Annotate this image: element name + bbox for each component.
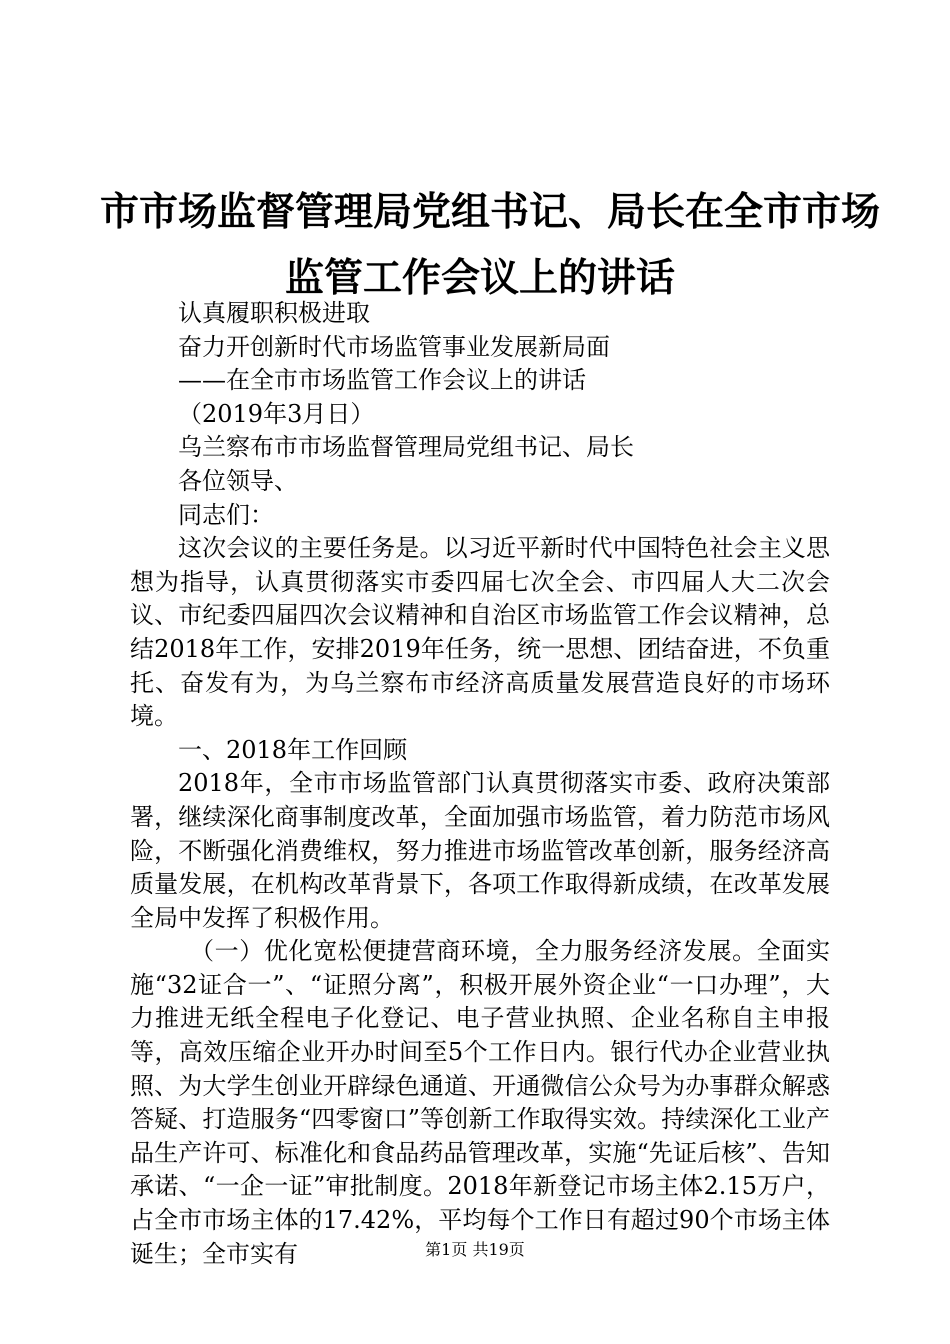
- subtitle-line: 认真履职积极进取: [178, 299, 370, 327]
- speaker-line: 乌兰察布市市场监督管理局党组书记、局长: [178, 433, 634, 462]
- title-line-2: 监管工作会议上的讲话: [284, 256, 675, 301]
- salutation-line: 同志们：: [178, 500, 274, 529]
- section-heading: 一、2018年工作回顾: [178, 735, 408, 764]
- salutation-line: 各位领导、: [178, 466, 298, 495]
- subtitle-line: 奋力开创新时代市场监管事业发展新局面: [178, 332, 610, 361]
- document-title: [100, 180, 881, 312]
- paragraph: 2018年，全市市场监管部门认真贯彻落实市委、政府决策部署，继续深化商事制度改革，全面加强市场监管，着力防范市场风险，不断强化消费维权，努力推进市场监管改革创新，服务经济高质量发展，在机构改革背景下，各项工作取得新成绩，在改革发展全局中发挥了积极作用。: [130, 769, 830, 932]
- date-line: （2019年3月日）: [178, 399, 375, 428]
- page-footer: 第1页 共19页: [425, 1240, 525, 1259]
- subtitle-line: ——在全市市场监管工作会议上的讲话: [178, 366, 586, 395]
- paragraph: （一）优化宽松便捷营商环境，全力服务经济发展。全面实施“32证合一”、“证照分离”，积极开展外资企业“一口办理”，大力推进无纸全程电子化登记、电子营业执照、企业名称自主申报等，高效压缩企业开办时间至5个工作日内。银行代办企业营业执照、为大学生创业开辟绿色通道、开通微信公众号为办事群众解惑答疑、打造服务“四零窗口”等创新工作取得实效。持续深化工业产品生产许可、标准化和食品药品管理改革，实施“先证后核”、告知承诺、“一企一证”审批制度。2018年新登记市场主体2.15万户，占全市市场主体的17.42%，平均每个工作日有超过90个市场主体诞生；全市实有: [130, 937, 830, 1268]
- paragraph: 这次会议的主要任务是。以习近平新时代中国特色社会主义思想为指导，认真贯彻落实市委四届七次全会、市四届人大二次会议、市纪委四届四次会议精神和自治区市场监管工作会议精神，总结2018年工作，安排2019年任务，统一思想、团结奋进，不负重托、奋发有为，为乌兰察布市经济高质量发展营造良好的市场环境。: [130, 534, 830, 731]
- title-line-1: 市市场监督管理局党组书记、局长在全市市场: [100, 190, 881, 235]
- document-body: [130, 297, 830, 1271]
